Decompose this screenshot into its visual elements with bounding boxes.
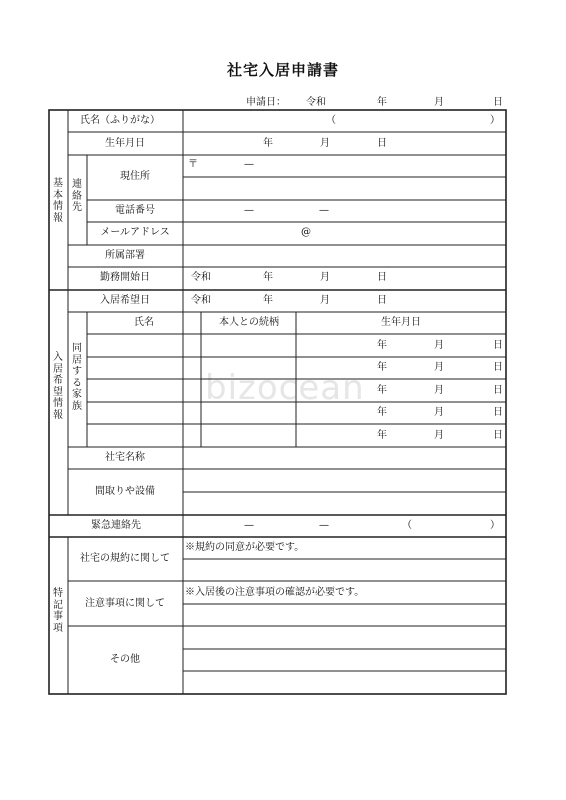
family-row-year: 年	[377, 362, 387, 373]
contact-group-label: 連絡先	[72, 179, 82, 213]
phone-dash-1: —	[244, 205, 254, 216]
email-label: メールアドレス	[100, 227, 170, 238]
family-col-relation: 本人との続柄	[219, 317, 279, 328]
emergency-close: ）	[490, 520, 500, 531]
emergency-label: 緊急連絡先	[91, 520, 141, 531]
move-in-era: 令和	[191, 295, 211, 306]
rules-note: ※規約の同意が必要です。	[185, 542, 305, 553]
move-in-date-label: 入居希望日	[100, 295, 150, 306]
birth-label: 生年月日	[105, 138, 145, 149]
move-in-day: 日	[377, 295, 387, 306]
postal-mark: 〒	[188, 159, 198, 170]
start-month: 月	[320, 272, 330, 283]
phone-dash-2: —	[319, 205, 329, 216]
postal-dash: —	[244, 159, 254, 170]
family-row-day: 日	[493, 340, 503, 351]
family-row-day: 日	[493, 407, 503, 418]
birth-day: 日	[377, 138, 387, 149]
email-at: @	[301, 227, 311, 238]
family-col-name: 氏名	[134, 317, 154, 328]
application-date-label: 申請日：	[246, 97, 286, 108]
start-year: 年	[263, 272, 273, 283]
application-date-year: 年	[377, 97, 387, 108]
caution-note: ※入居後の注意事項の確認が必要です。	[185, 587, 365, 598]
family-row-day: 日	[493, 385, 503, 396]
dept-label: 所属部署	[105, 250, 145, 261]
family-row-month: 月	[434, 407, 444, 418]
start-label: 勤務開始日	[100, 272, 150, 283]
family-row-month: 月	[434, 362, 444, 373]
family-row-month: 月	[434, 430, 444, 441]
section-label-basic: 基本情報	[53, 178, 63, 224]
family-row-month: 月	[434, 385, 444, 396]
family-row-year: 年	[377, 430, 387, 441]
start-day: 日	[377, 272, 387, 283]
family-row-month: 月	[434, 340, 444, 351]
emergency-dash-1: —	[244, 520, 254, 531]
family-group-label: 同居する家族	[72, 343, 82, 412]
phone-label: 電話番号	[115, 205, 155, 216]
family-col-birth: 生年月日	[381, 317, 421, 328]
furigana-close: ）	[490, 115, 500, 126]
name-label: 氏名（ふりがな）	[80, 115, 160, 126]
section-label-move-in: 入居希望情報	[53, 352, 63, 421]
birth-year: 年	[263, 138, 273, 149]
family-row-day: 日	[493, 430, 503, 441]
emergency-open: （	[402, 520, 412, 531]
start-era: 令和	[191, 272, 211, 283]
page-title: 社宅入居申請書	[226, 61, 339, 79]
application-date-day: 日	[493, 97, 503, 108]
application-date-era: 令和	[306, 97, 326, 108]
family-row-day: 日	[493, 362, 503, 373]
family-row-year: 年	[377, 340, 387, 351]
move-in-year: 年	[263, 295, 273, 306]
section-label-notes: 特記事項	[53, 588, 63, 634]
other-label: その他	[110, 654, 140, 665]
family-row-year: 年	[377, 407, 387, 418]
family-row-year: 年	[377, 385, 387, 396]
caution-label: 注意事項に関して	[85, 598, 165, 609]
birth-month: 月	[320, 138, 330, 149]
furigana-open: （	[326, 115, 336, 126]
layout-label: 間取りや設備	[95, 486, 155, 497]
rules-label: 社宅の規約に関して	[80, 553, 170, 564]
move-in-month: 月	[320, 295, 330, 306]
address-label: 現住所	[120, 171, 150, 182]
application-date-month: 月	[434, 97, 444, 108]
emergency-dash-2: —	[319, 520, 329, 531]
watermark-logo: bizocean	[205, 368, 365, 408]
housing-name-label: 社宅名称	[105, 452, 145, 463]
